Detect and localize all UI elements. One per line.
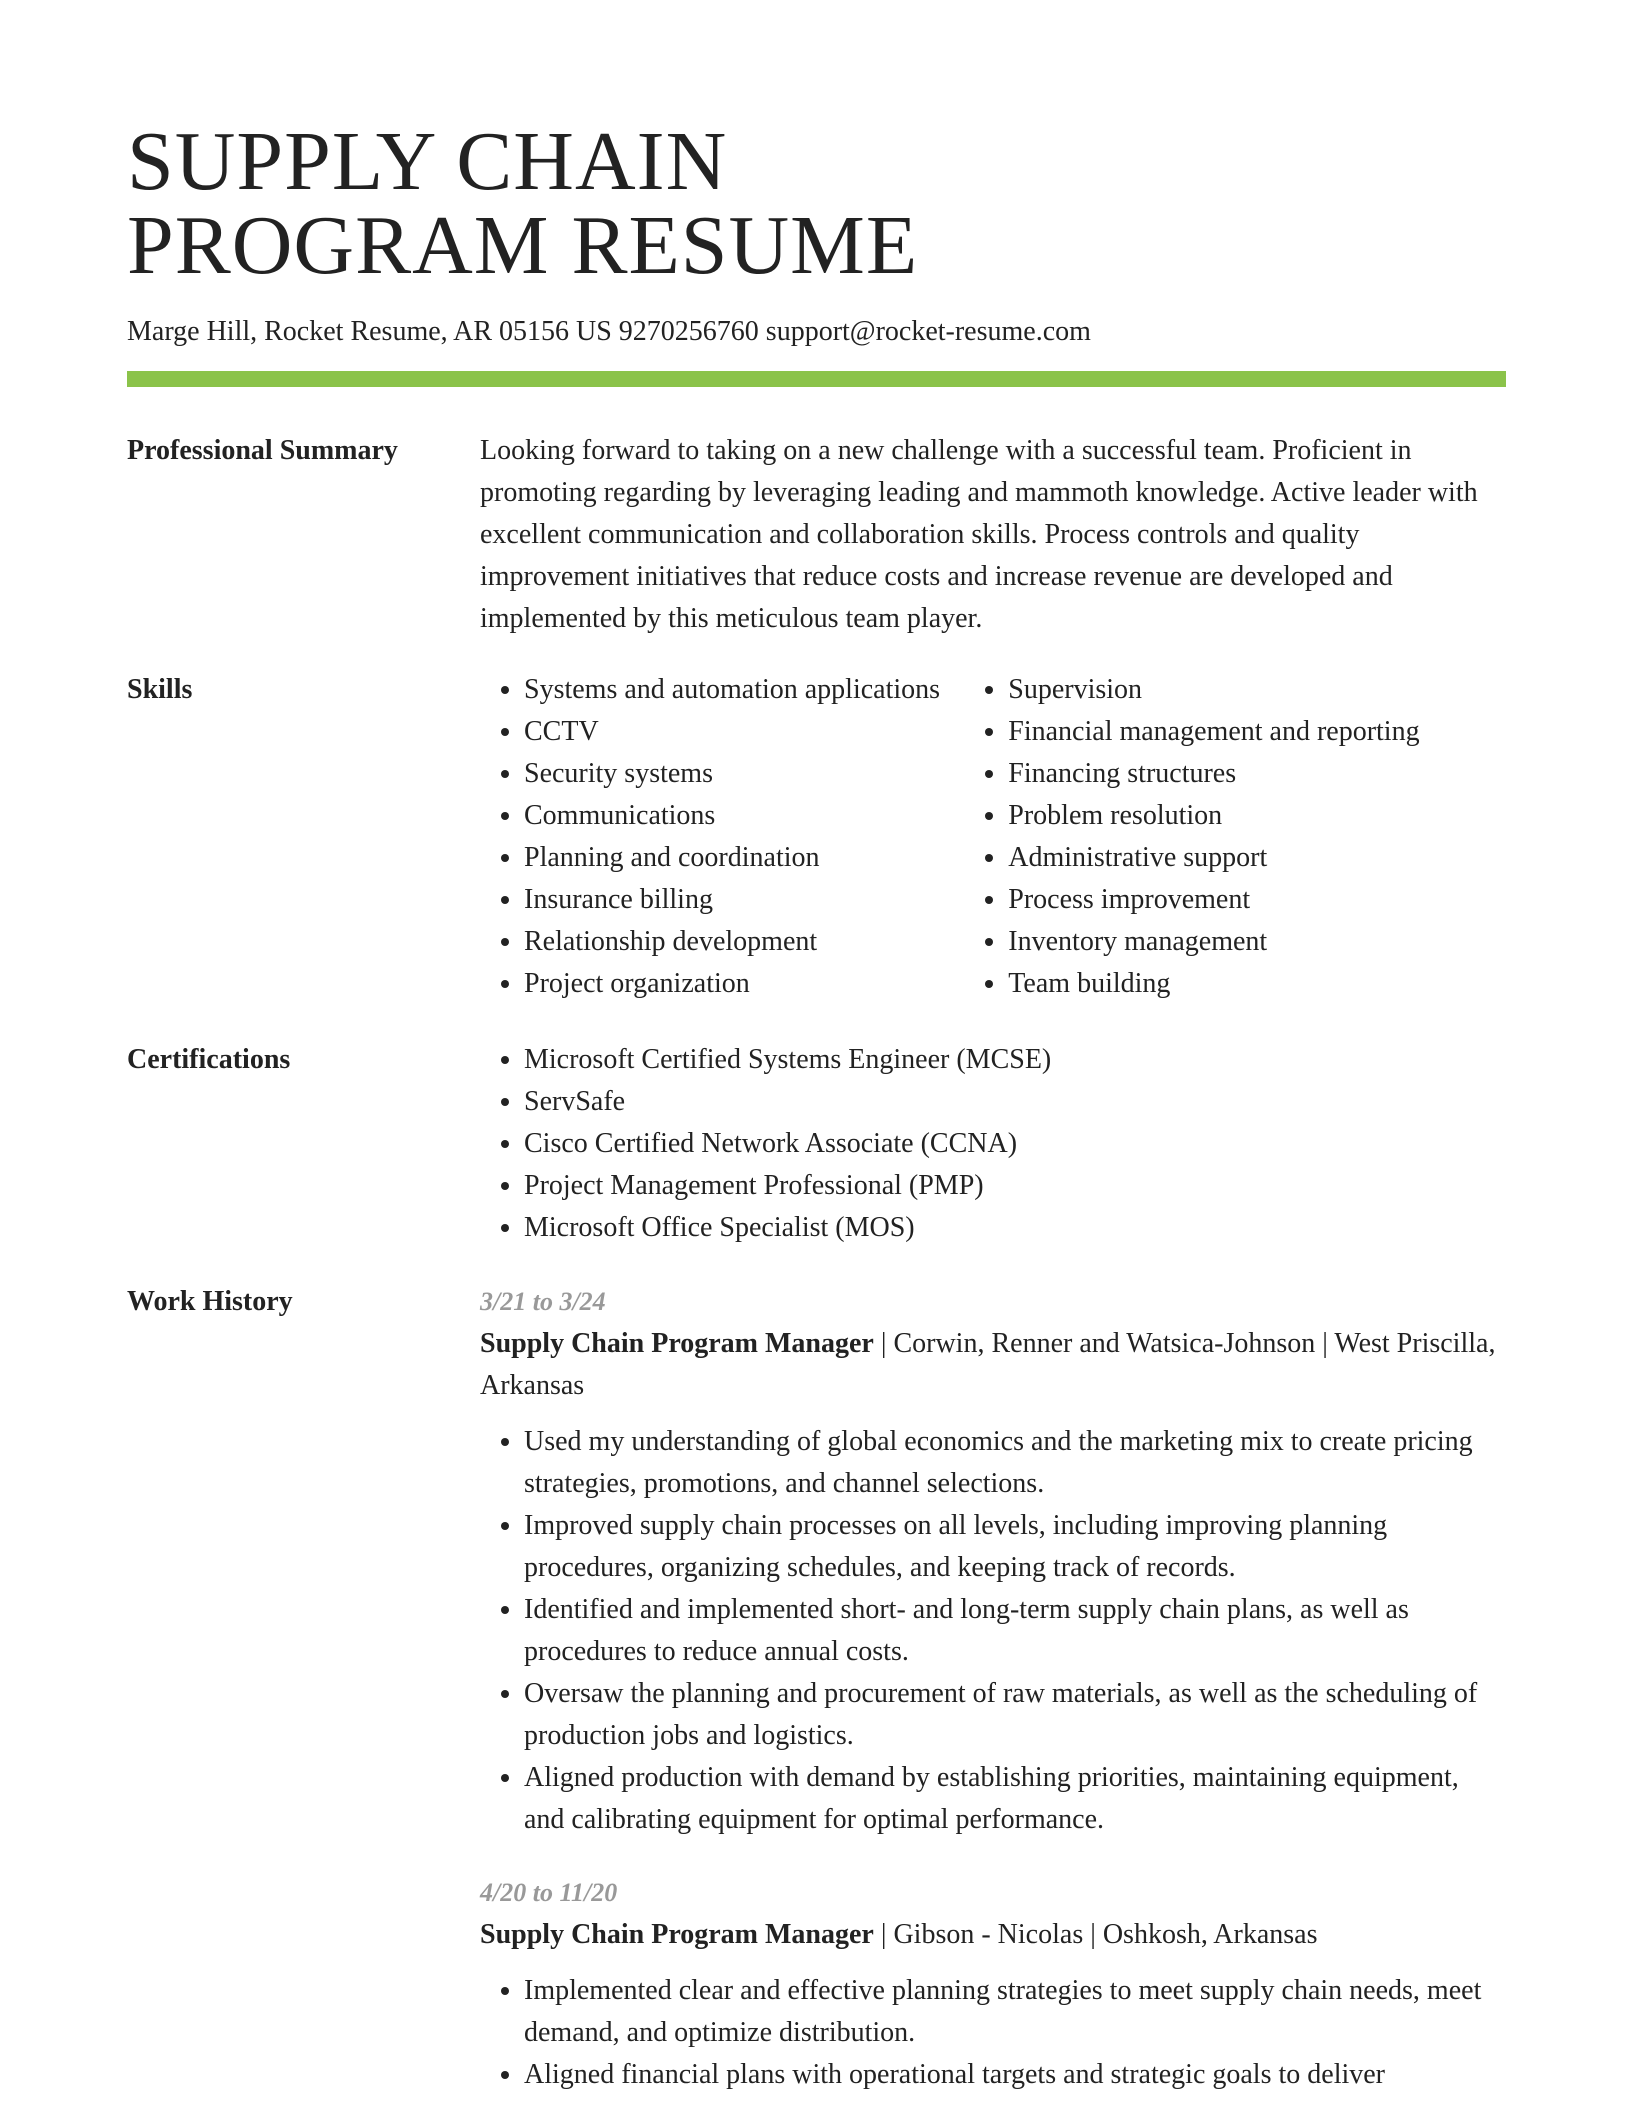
section-label-certifications: Certifications (127, 1044, 291, 1075)
job-bullet: • Identified and implemented short- and long-term supply chain plans, as well as procedures to reduce annual costs. (524, 1589, 1506, 1673)
certification-item: • Microsoft Certified Systems Engineer (MCSE) (524, 1039, 1506, 1081)
skill-item: • Systems and automation applications (524, 669, 964, 711)
skill-item: • Relationship development (524, 921, 964, 963)
skills-columns (480, 669, 1506, 1005)
job-bullet: • Used my understanding of global economics and the marketing mix to create pricing strategies, promotions, and channel selections. (524, 1421, 1506, 1505)
skill-item: • Financial management and reporting (1008, 711, 1506, 753)
job-entry (480, 1872, 1506, 2096)
title-line-1: SUPPLY CHAIN (127, 115, 728, 208)
job-details: | Corwin, Renner and Watsica-Johnson | West Priscilla, Arkansas (480, 1328, 1496, 1401)
skill-item: • Inventory management (1008, 921, 1506, 963)
summary-text: Looking forward to taking on a new challenge with a successful team. Proficient in promoting regarding by leveraging leading and mammoth knowledge. Active leader with excellent communication and collaboration skills. Process controls and quality improvement initiatives that reduce costs and increase revenue are developed and implemented by this meticulous team player. (480, 435, 1478, 634)
section-label-skills: Skills (127, 674, 193, 705)
accent-divider (127, 371, 1506, 387)
job-dates: 4/20 to 11/20 (480, 1878, 618, 1907)
skills-list-col-1 (480, 669, 964, 1005)
section-label-work-history: Work History (127, 1286, 293, 1317)
title-line-2: PROGRAM RESUME (127, 199, 919, 292)
skill-item: • Team building (1008, 963, 1506, 1005)
contact-line: Marge Hill, Rocket Resume, AR 05156 US 9270256760 support@rocket-resume.com (127, 316, 1091, 347)
section-label-summary: Professional Summary (127, 435, 398, 466)
job-entry (480, 1281, 1506, 1841)
resume-title (127, 115, 919, 292)
skill-item: • Insurance billing (524, 879, 964, 921)
job-title: Supply Chain Program Manager (480, 1328, 874, 1359)
job-bullet: • Aligned production with demand by establishing priorities, maintaining equipment, and calibrating equipment for optimal performance. (524, 1757, 1506, 1841)
certification-item: • Cisco Certified Network Associate (CCNA) (524, 1123, 1506, 1165)
job-title: Supply Chain Program Manager (480, 1919, 874, 1950)
skill-item: • Security systems (524, 753, 964, 795)
skill-item: • Project organization (524, 963, 964, 1005)
skill-item: • Planning and coordination (524, 837, 964, 879)
work-history-body (480, 1281, 1506, 2096)
job-details: | Gibson - Nicolas | Oshkosh, Arkansas (873, 1919, 1318, 1950)
job-heading (480, 1914, 1506, 1956)
job-bullet: • Implemented clear and effective planning strategies to meet supply chain needs, meet demand, and optimize distribution. (524, 1970, 1506, 2054)
certification-item: • Microsoft Office Specialist (MOS) (524, 1207, 1506, 1249)
job-bullet: • Oversaw the planning and procurement of raw materials, as well as the scheduling of production jobs and logistics. (524, 1673, 1506, 1757)
certifications-body (480, 1039, 1506, 1249)
job-bullets (480, 1970, 1506, 2096)
skill-item: • Financing structures (1008, 753, 1506, 795)
skill-item: • Communications (524, 795, 964, 837)
job-bullet: • Improved supply chain processes on all levels, including improving planning procedures, organizing schedules, and keeping track of records. (524, 1505, 1506, 1589)
skill-item: • CCTV (524, 711, 964, 753)
skill-item: • Process improvement (1008, 879, 1506, 921)
skill-item: • Supervision (1008, 669, 1506, 711)
skill-item: • Administrative support (1008, 837, 1506, 879)
skill-item: • Problem resolution (1008, 795, 1506, 837)
certification-item: • Project Management Professional (PMP) (524, 1165, 1506, 1207)
job-dates: 3/21 to 3/24 (480, 1287, 606, 1316)
job-bullet: • Aligned financial plans with operational targets and strategic goals to deliver (524, 2054, 1506, 2096)
certification-item: • ServSafe (524, 1081, 1506, 1123)
job-bullets (480, 1421, 1506, 1841)
skills-body (480, 669, 1506, 1005)
job-heading (480, 1323, 1506, 1407)
skills-list-col-2 (964, 669, 1506, 1005)
certifications-list (480, 1039, 1506, 1249)
